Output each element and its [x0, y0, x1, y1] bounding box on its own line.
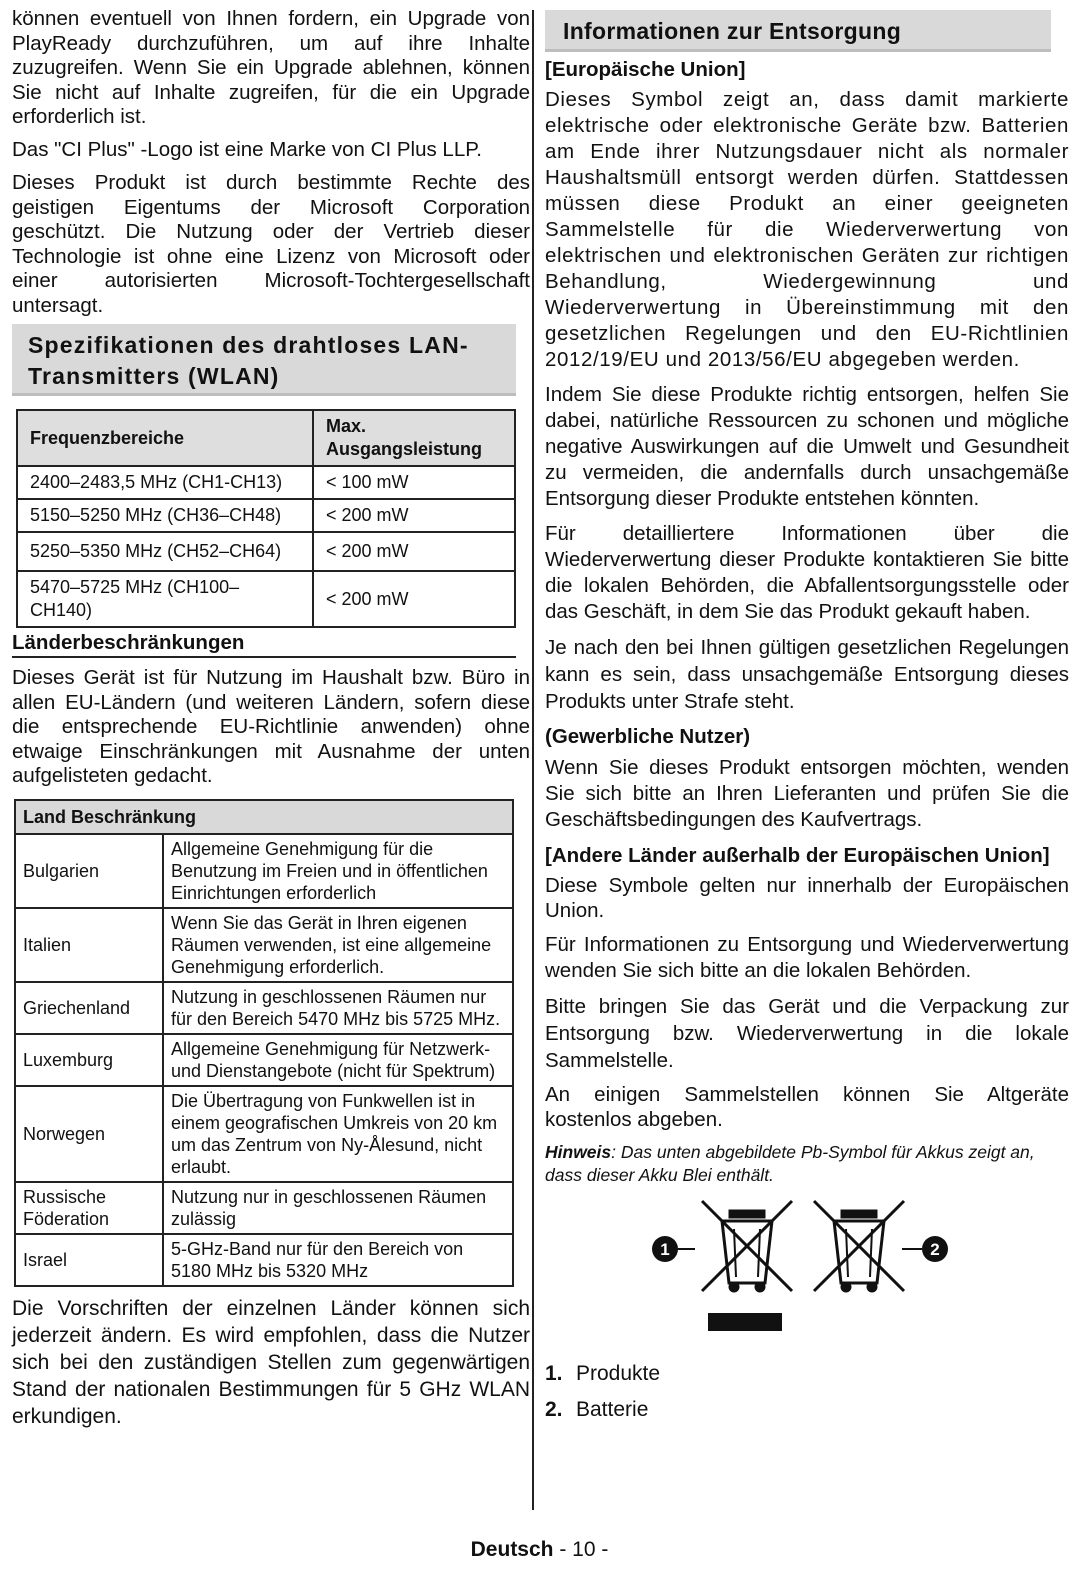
- table-cell: 5470–5725 MHz (CH100–CH140): [17, 571, 313, 627]
- restriction-cell: Nutzung in geschlossenen Räumen nur für den Bereich 5470 MHz bis 5725 MHz.: [163, 982, 513, 1034]
- country-cell: Luxemburg: [15, 1034, 163, 1086]
- intro-paragraph-ci-plus: Das "CI Plus" -Logo ist eine Marke von CI Plus LLP.: [12, 137, 482, 161]
- intro-paragraph-microsoft: Dieses Produkt ist durch bestimmte Rechte des geistigen Eigentums der Microsoft Corporation geschützt. Die Nutzung oder der Vertrieb dieser Technologie ist ohne eine Lizenz von Microsoft oder einer autorisierten Microsoft-Tochtergesellschaft untersagt.: [12, 171, 530, 317]
- closing-paragraph: Die Vorschriften der einzelnen Länder können sich jederzeit ändern. Es wird empfohlen, dass die Nutzer sich bei den zuständigen Stellen zum gegenwärtigen Stand der nationalen Bestimmungen für 5 GHz WLAN erkundigen.: [12, 1296, 530, 1428]
- other-paragraph-free: An einigen Sammelstellen können Sie Altgeräte kostenlos abgeben.: [545, 1083, 1069, 1131]
- restriction-cell: 5-GHz-Band nur für den Bereich von 5180 MHz bis 5320 MHz: [163, 1234, 513, 1286]
- table-row: [15, 1182, 513, 1234]
- product-bar-icon: [708, 1313, 782, 1331]
- wlan-section-header: [12, 324, 516, 396]
- list-item: 1. Produkte: [545, 1362, 661, 1385]
- disposal-section-title: Informationen zur Entsorgung: [563, 18, 902, 44]
- footer-language: Deutsch: [470, 1538, 554, 1561]
- restrictions-heading: Länderbeschränkungen: [12, 630, 516, 658]
- disposal-section-header: [545, 10, 1051, 52]
- eu-paragraph-details: Für detailliertere Informationen über die Wiederverwertung dieser Produkte kontaktieren Sie bitte die lokalen Behörden, die Abfallentsorgungsstelle oder das Geschäft, in dem Sie das Produkt gekauft haben.: [545, 522, 1069, 623]
- table-row: [17, 571, 515, 627]
- note-label: Hinweis: [545, 1142, 612, 1162]
- other-paragraph-collection: Bitte bringen Sie das Gerät und die Verpackung zur Entsorgung bzw. Wiederverwertung in die lokale Sammelstelle.: [545, 995, 1069, 1072]
- table-header-cell: Frequenzbereiche: [17, 410, 313, 466]
- table-cell: < 200 mW: [313, 571, 515, 627]
- eu-paragraph-symbol: Dieses Symbol zeigt an, dass damit markierte elektrische oder elektronische Geräte bzw. Batterien am Ende ihrer Nutzungsdauer nicht als normaler Haushaltsmüll entsorgt werden dürfen. Stattdessen müssen diese Produkt an einer geeigneten Sammelstelle für die Wiederverwertung von elektrischen und elektronischen Geräten zur richtigen Behandlung, Wiedergewinnung und Wiederverwertung in Übereinstimmung mit den gesetzlichen Regelungen und den EU-Richtlinien 2012/19/EU und 2013/56/EU abgegeben werden.: [545, 88, 1069, 371]
- page-footer: [0, 1537, 1079, 1563]
- country-cell: Norwegen: [15, 1086, 163, 1182]
- crossed-bin-product-icon: [702, 1201, 792, 1291]
- table-row: [17, 499, 515, 532]
- note-text: : Das unten abgebildete Pb-Symbol für Akkus zeigt an, dass dieser Akku Blei enthält.: [545, 1142, 1035, 1185]
- table-cell: 2400–2483,5 MHz (CH1-CH13): [17, 466, 313, 499]
- eu-paragraph-resources: Indem Sie diese Produkte richtig entsorgen, helfen Sie dabei, natürliche Ressourcen zu schonen und mögliche negative Auswirkungen auf die Umwelt und Gesundheit zu vermeiden, die andernfalls durch unsachgemäße Entsorgung dieser Produkte entstehen könnten.: [545, 383, 1069, 510]
- table-cell: < 100 mW: [313, 466, 515, 499]
- restriction-cell: Wenn Sie das Gerät in Ihren eigenen Räumen verwenden, ist eine allgemeine Genehmigung erforderlich.: [163, 908, 513, 982]
- marker-2-label: 2: [930, 1240, 940, 1259]
- list-item: 2. Batterie: [545, 1398, 649, 1421]
- marker-1-icon: [652, 1236, 695, 1262]
- table-row: [15, 1234, 513, 1286]
- table-cell: < 200 mW: [313, 532, 515, 571]
- table-row: [15, 1086, 513, 1182]
- country-cell: Italien: [15, 908, 163, 982]
- table-row: [17, 466, 515, 499]
- table-header-cell: Max. Ausgangsleistung: [313, 410, 515, 466]
- other-paragraph-symbols: Diese Symbole gelten nur innerhalb der Europäischen Union.: [545, 874, 1069, 922]
- table-header-cell: Land Beschränkung: [15, 800, 513, 834]
- table-cell: 5150–5250 MHz (CH36–CH48): [17, 499, 313, 532]
- table-row: [15, 908, 513, 982]
- other-paragraph-authorities: Für Informationen zu Entsorgung und Wiederverwertung wenden Sie sich bitte an die lokalen Behörden.: [545, 933, 1069, 982]
- table-header-row: [15, 800, 513, 834]
- country-restrictions-table: [14, 799, 514, 1287]
- eu-paragraph-penalty: Je nach den bei Ihnen gültigen gesetzlichen Regelungen kann es sein, dass unsachgemäße Entsorgung dieses Produkts unter Strafe steht.: [545, 636, 1069, 713]
- table-cell: 5250–5350 MHz (CH52–CH64): [17, 532, 313, 571]
- table-row: [17, 532, 515, 571]
- country-cell: Russische Föderation: [15, 1182, 163, 1234]
- commercial-paragraph: Wenn Sie dieses Produkt entsorgen möchten, wenden Sie sich bitte an Ihren Lieferanten und prüfen Sie die Geschäftsbedingungen des Kaufvertrags.: [545, 756, 1069, 831]
- table-row: [15, 834, 513, 908]
- table-header-row: [17, 410, 515, 466]
- country-cell: Griechenland: [15, 982, 163, 1034]
- restriction-cell: Allgemeine Genehmigung für die Benutzung im Freien und in öffentlichen Einrichtungen erforderlich: [163, 834, 513, 908]
- table-cell: < 200 mW: [313, 499, 515, 532]
- marker-1-label: 1: [660, 1240, 670, 1259]
- pb-note: [545, 1141, 1069, 1187]
- weee-symbols: [545, 1199, 1069, 1359]
- restriction-cell: Die Übertragung von Funkwellen ist in einem geografischen Umkreis von 20 km um das Zentrum von Ny-Ålesund, nicht erlaubt.: [163, 1086, 513, 1182]
- other-countries-heading: [Andere Länder außerhalb der Europäischen Union]: [545, 844, 1050, 867]
- eu-heading: [Europäische Union]: [545, 58, 746, 81]
- wlan-section-title: Spezifikationen des drahtloses LAN-Transmitters (WLAN): [28, 332, 469, 389]
- wlan-frequency-table: [16, 409, 516, 628]
- weee-symbols-graphic: [650, 1199, 950, 1359]
- column-divider: [532, 10, 534, 1510]
- symbol-legend-list: [545, 1361, 1069, 1423]
- marker-2-icon: [902, 1236, 948, 1262]
- intro-paragraph-playready: können eventuell von Ihnen fordern, ein Upgrade von PlayReady durchzuführen, um auf ihre Inhalte zuzugreifen. Wenn Sie ein Upgrade ablehnen, können Sie nicht auf Inhalte zugreifen, für die ein Upgrade erforderlich ist.: [12, 7, 530, 128]
- restriction-cell: Allgemeine Genehmigung für Netzwerk- und Dienstangebote (nicht für Spektrum): [163, 1034, 513, 1086]
- restrictions-paragraph: Dieses Gerät ist für Nutzung im Haushalt bzw. Büro in allen EU-Ländern (und weiteren Ländern, sofern diese die entsprechende EU-Richtlinie anwenden) ohne etwaige Einschränkungen mit Ausnahme der unten aufgelisteten gedacht.: [12, 666, 530, 787]
- left-column: [12, 0, 530, 1439]
- restriction-cell: Nutzung nur in geschlossenen Räumen zulässig: [163, 1182, 513, 1234]
- table-row: [15, 982, 513, 1034]
- country-cell: Israel: [15, 1234, 163, 1286]
- country-cell: Bulgarien: [15, 834, 163, 908]
- commercial-heading: (Gewerbliche Nutzer): [545, 725, 751, 748]
- table-row: [15, 1034, 513, 1086]
- footer-page-number: - 10 -: [553, 1538, 609, 1561]
- crossed-bin-battery-icon: [814, 1201, 904, 1291]
- right-column: [545, 0, 1069, 1433]
